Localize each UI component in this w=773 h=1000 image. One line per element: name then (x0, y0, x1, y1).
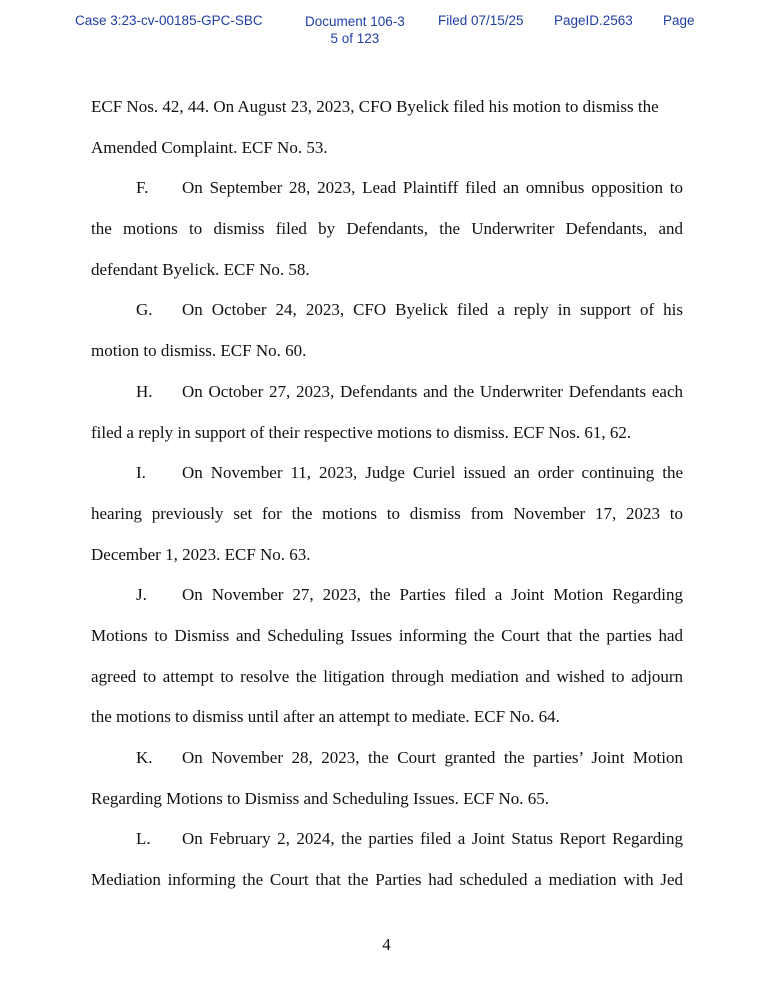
paragraph-f-line (91, 168, 683, 209)
paragraph-j-line (91, 575, 683, 616)
page-number: 4 (382, 935, 391, 954)
paragraph-k-line (91, 738, 683, 779)
paragraph-label-k: K. (136, 748, 153, 767)
case-number: Case 3:23-cv-00185-GPC-SBC (75, 13, 263, 28)
body-line: Regarding Motions to Dismiss and Scheduling Issues. ECF No. 65. (91, 788, 550, 808)
body-line: December 1, 2023. ECF No. 63. (91, 544, 311, 564)
paragraph-label-l: L. (136, 829, 151, 849)
body-line: Amended Complaint. ECF No. 53. (91, 137, 328, 157)
page-of: 5 of 123 (330, 31, 380, 46)
body-line: On October 27, 2023, Defendants and the Underwriter Defendants each (182, 381, 683, 401)
document-body (91, 87, 683, 901)
body-line: Motions to Dismiss and Scheduling Issues informing the Court that the parties had (91, 625, 683, 645)
body-line: On September 28, 2023, Lead Plaintiff filed an omnibus opposition to (182, 178, 683, 198)
paragraph-h-line (91, 372, 683, 413)
page-id: PageID.2563 (554, 13, 633, 28)
body-line: defendant Byelick. ECF No. 58. (91, 259, 310, 279)
body-line: agreed to attempt to resolve the litigation through mediation and wished to adjourn (91, 666, 683, 686)
paragraph-label-j: J. (136, 585, 147, 605)
document-info (305, 13, 405, 47)
paragraph-i-line (91, 453, 683, 494)
paragraph-l-line (91, 819, 683, 860)
paragraph-label-i: I. (136, 463, 146, 483)
body-line: the motions to dismiss filed by Defendants, the Underwriter Defendants, and (91, 219, 683, 239)
body-line: motion to dismiss. ECF No. 60. (91, 341, 307, 361)
body-line: the motions to dismiss until after an attempt to mediate. ECF No. 64. (91, 707, 560, 727)
document-number: Document 106-3 (305, 14, 405, 29)
body-line: On November 11, 2023, Judge Curiel issued an order continuing the (182, 463, 683, 483)
body-line: Mediation informing the Court that the Parties had scheduled a mediation with Jed (91, 870, 683, 890)
body-line: On October 24, 2023, CFO Byelick filed a reply in support of his (182, 300, 683, 320)
body-line: filed a reply in support of their respective motions to dismiss. ECF Nos. 61, 62. (91, 422, 632, 442)
ecf-header (0, 13, 773, 49)
body-line: On November 27, 2023, the Parties filed a Joint Motion Regarding (182, 585, 683, 605)
paragraph-label-g: G. (136, 300, 153, 320)
body-line: On February 2, 2024, the parties filed a Joint Status Report Regarding (182, 829, 683, 849)
paragraph-label-h: H. (136, 381, 153, 401)
paragraph-g-line (91, 290, 683, 331)
body-line: ECF Nos. 42, 44. On August 23, 2023, CFO Byelick filed his motion to dismiss the (91, 97, 659, 116)
paragraph-label-f: F. (136, 178, 149, 198)
filed-date: Filed 07/15/25 (438, 13, 524, 28)
body-line: On November 28, 2023, the Court granted the parties’ Joint Motion (182, 748, 683, 767)
body-line: hearing previously set for the motions to dismiss from November 17, 2023 to (91, 503, 683, 523)
page-label: Page (663, 13, 695, 28)
